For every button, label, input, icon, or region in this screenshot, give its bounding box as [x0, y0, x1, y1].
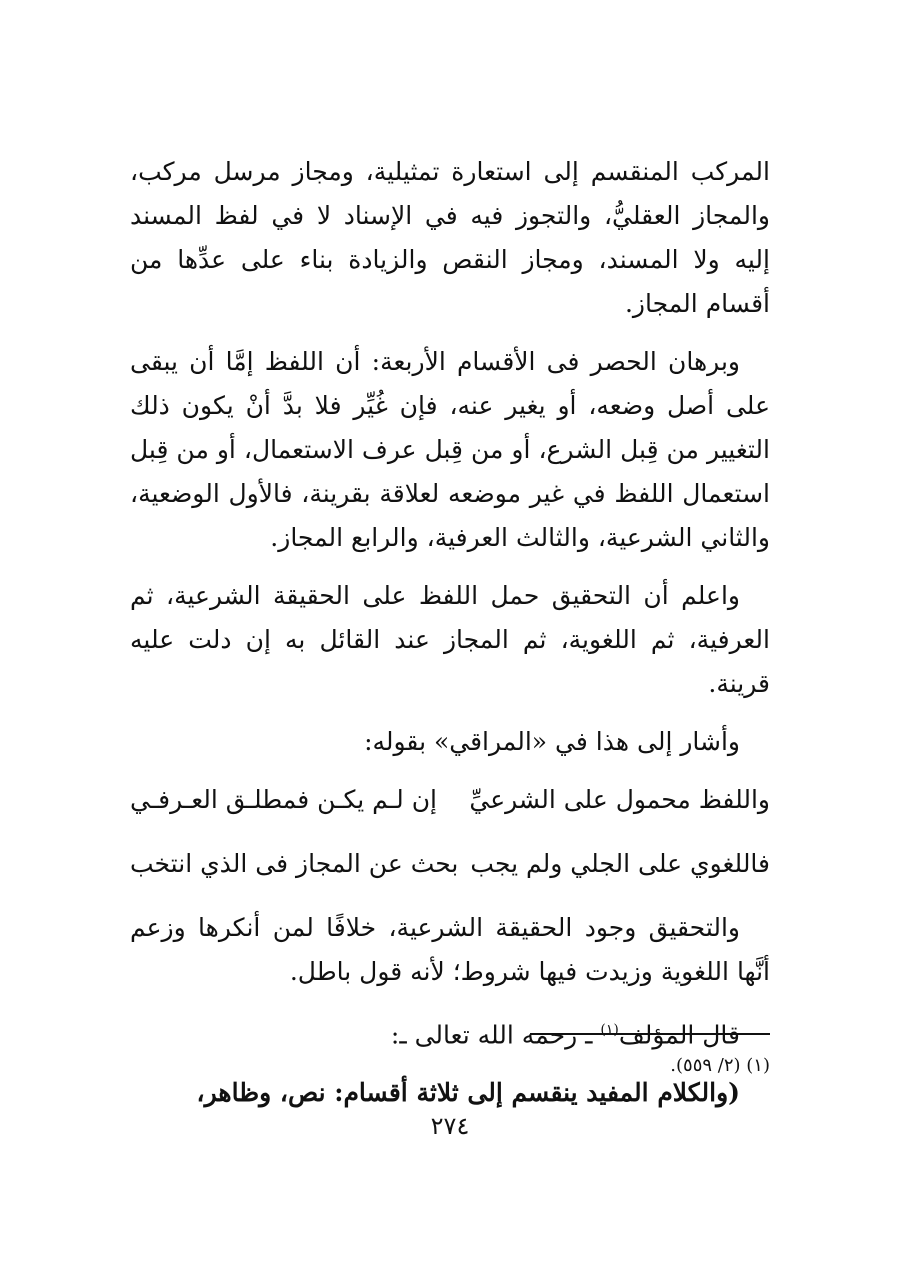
paragraph-4: وأشار إلى هذا في «المراقي» بقوله: [364, 727, 740, 756]
footnote-reference: (١) [600, 1022, 619, 1038]
page-number: ٢٧٤ [430, 1112, 470, 1140]
quoted-text-line: (والكلام المفيد ينقسم إلى ثلاثة أقسام: نص، وظاهر، [196, 1078, 740, 1108]
footnote-divider [530, 1033, 770, 1035]
footnote-text: (١) (٢/ ٥٥٩). [670, 1055, 770, 1076]
paragraph-5: والتحقيق وجود الحقيقة الشرعية، خلافًا لمن أنكرها وزعم أنَّها اللغوية وزيدت فيها شروط؛ لأنه قول باطل. [130, 913, 770, 986]
verse-line-2 [130, 842, 770, 886]
paragraph-1: المركب المنقسم إلى استعارة تمثيلية، ومجاز مرسل مركب، والمجاز العقليُّ، والتجوز فيه في الإسناد لا في لفظ المسند إليه ولا المسند، ومجاز النقص والزيادة بناء على عدِّها من أقسام المجاز. [130, 157, 770, 318]
verse-line-1 [130, 778, 770, 822]
verse-1-first-hemistich: واللفظ محمول على الشرعيِّ [469, 785, 770, 814]
paragraph-2: وبرهان الحصر فى الأقسام الأربعة: أن اللفظ إمَّا أن يبقى على أصل وضعه، أو يغير عنه، فإن غُيِّر فلا بدَّ أنْ يكون ذلك التغيير من قِبل الشرع، أو من قِبل عرف الاستعمال، أو من قِبل استعمال اللفظ في غير موضعه لعلاقة بقرينة، فالأول الوضعية، والثاني الشرعية، والثالث العرفية، والرابع المجاز. [130, 347, 770, 552]
author-label: قال المؤلف [618, 1020, 740, 1050]
author-blessing: ـ رحمه الله تعالى ـ: [390, 1020, 601, 1050]
main-text-block [130, 150, 770, 1115]
verse-2-first-hemistich: فاللغوي على الجلي ولم يجب [470, 849, 770, 878]
verse-2-second-hemistich: بحث عن المجاز فى الذي انتخب [130, 849, 459, 878]
verse-1-second-hemistich: إن لـم يكـن فمطلـق العـرفـي [130, 785, 438, 814]
paragraph-3: واعلم أن التحقيق حمل اللفظ على الحقيقة الشرعية، ثم العرفية، ثم اللغوية، ثم المجاز عند القائل به إن دلت عليه قرينة. [130, 581, 770, 698]
